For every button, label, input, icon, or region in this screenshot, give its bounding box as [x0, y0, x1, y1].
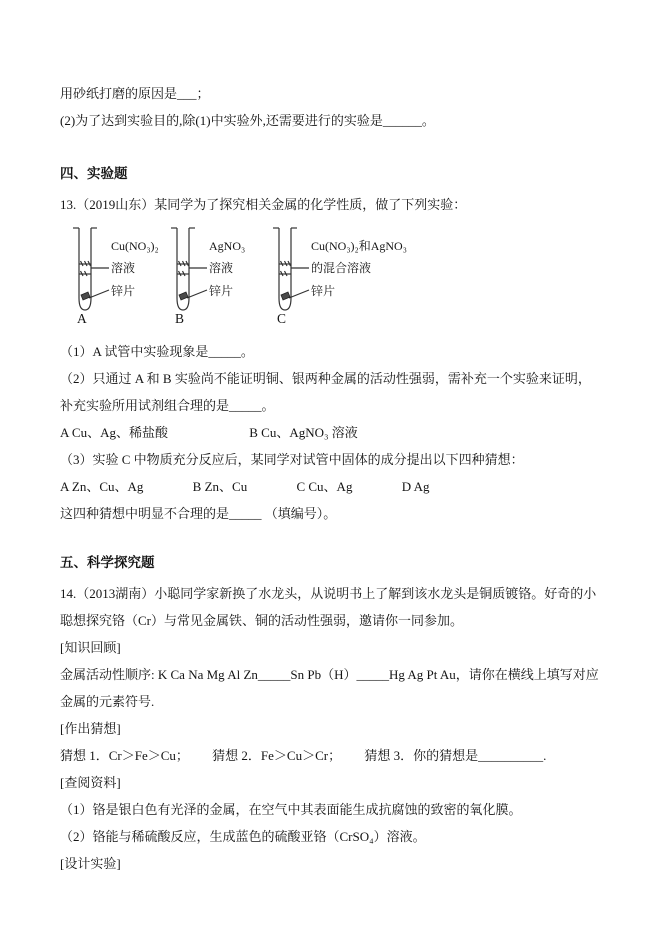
- guess-option-d: D Ag: [401, 479, 430, 494]
- question-13-stem: 13.（2019山东）某同学为了探究相关金属的化学性质，做了下列实验：: [60, 197, 467, 212]
- tube-b-group: [166, 224, 268, 330]
- tube-c-group: [268, 224, 498, 330]
- guess-option-c: C Cu、Ag: [296, 479, 353, 494]
- option-b: B Cu、AgNO₃ 溶液: [249, 425, 358, 440]
- guess-option-b: B Zn、Cu: [192, 479, 248, 494]
- fill-blank-sandpaper-line: 用砂纸打磨的原因是___；: [60, 86, 210, 101]
- question-13-sub2: （2）只通过 A 和 B 实验尚不能证明铜、银两种金属的活动性强弱，需补充一个实验来证明，补充实验所用试剂组合理的是_____。: [60, 371, 591, 413]
- question-13-sub3-tail: 这四种猜想中明显不合理的是_____ （填编号）。: [60, 506, 337, 521]
- test-tube-icon: [68, 224, 110, 320]
- guess-option-a: A Zn、Cu、Ag: [60, 479, 144, 494]
- zinc-piece-label: 锌片: [111, 284, 136, 298]
- section-5-title: 五、科学探究题: [60, 555, 155, 570]
- research-item-2: （2）铬能与稀硫酸反应，生成蓝色的硫酸亚铬（CrSO₄）溶液。: [60, 829, 426, 844]
- make-guess-header: [作出猜想]: [60, 721, 121, 736]
- question-13-sub3: （3）实验 C 中物质充分反应后，某同学对试管中固体的成分提出以下四种猜想：: [60, 452, 524, 467]
- section-4-title: 四、实验题: [60, 166, 128, 181]
- activity-series-line: 金属活动性顺序: K Ca Na Mg Al Zn_____Sn Pb（H）_____Hg Ag Pt Au，请你在横线上填写对应金属的元素符号.: [60, 667, 599, 709]
- research-header: [查阅资料]: [60, 775, 121, 790]
- solution-name-label: Cu(NO₃)₂和AgNO₃: [311, 239, 407, 253]
- question-13-sub2-options: [60, 419, 603, 446]
- zinc-piece-label: 锌片: [209, 284, 234, 298]
- tube-a-letter: A: [77, 311, 87, 326]
- guess-2: 猜想 2．Fe＞Cu＞Cr；: [212, 748, 342, 763]
- knowledge-review-header: [知识回顾]: [60, 640, 121, 655]
- question-14-stem: 14.（2013湖南）小聪同学家新换了水龙头，从说明书上了解到该水龙头是铜质镀铬。好奇的小聪想探究铬（Cr）与常见金属铁、铜的活动性强弱，邀请你一同参加。: [60, 586, 597, 628]
- question-13-sub3-options: [60, 473, 603, 500]
- guess-3: 猜想 3．你的猜想是__________.: [364, 748, 547, 763]
- tube-b-letter: B: [175, 311, 185, 326]
- guess-line: [60, 742, 603, 769]
- solution-name-label: Cu(NO₃)₂: [111, 239, 159, 253]
- guess-1: 猜想 1．Cr＞Fe＞Cu；: [60, 748, 189, 763]
- solution-label: 的混合溶液: [311, 261, 372, 275]
- test-tube-icon: [166, 224, 208, 320]
- experiment-figure: [68, 224, 603, 332]
- zinc-piece-label: 锌片: [311, 284, 336, 298]
- solution-name-label: AgNO₃: [209, 239, 246, 253]
- research-item-1: （1）铬是银白色有光泽的金属，在空气中其表面能生成抗腐蚀的致密的氧化膜。: [60, 802, 522, 817]
- tube-c-letter: C: [277, 311, 287, 326]
- tube-a-group: [68, 224, 166, 330]
- design-experiment-header: [设计实验]: [60, 856, 121, 871]
- test-tube-icon: [268, 224, 310, 320]
- question-13-sub1: （1）A 试管中实验现象是_____。: [60, 344, 254, 359]
- question-part2-line: (2)为了达到实验目的,除(1)中实验外,还需要进行的实验是______。: [60, 113, 435, 128]
- solution-label: 溶液: [111, 261, 136, 275]
- option-a: A Cu、Ag、稀盐酸: [60, 425, 168, 440]
- solution-label: 溶液: [209, 261, 234, 275]
